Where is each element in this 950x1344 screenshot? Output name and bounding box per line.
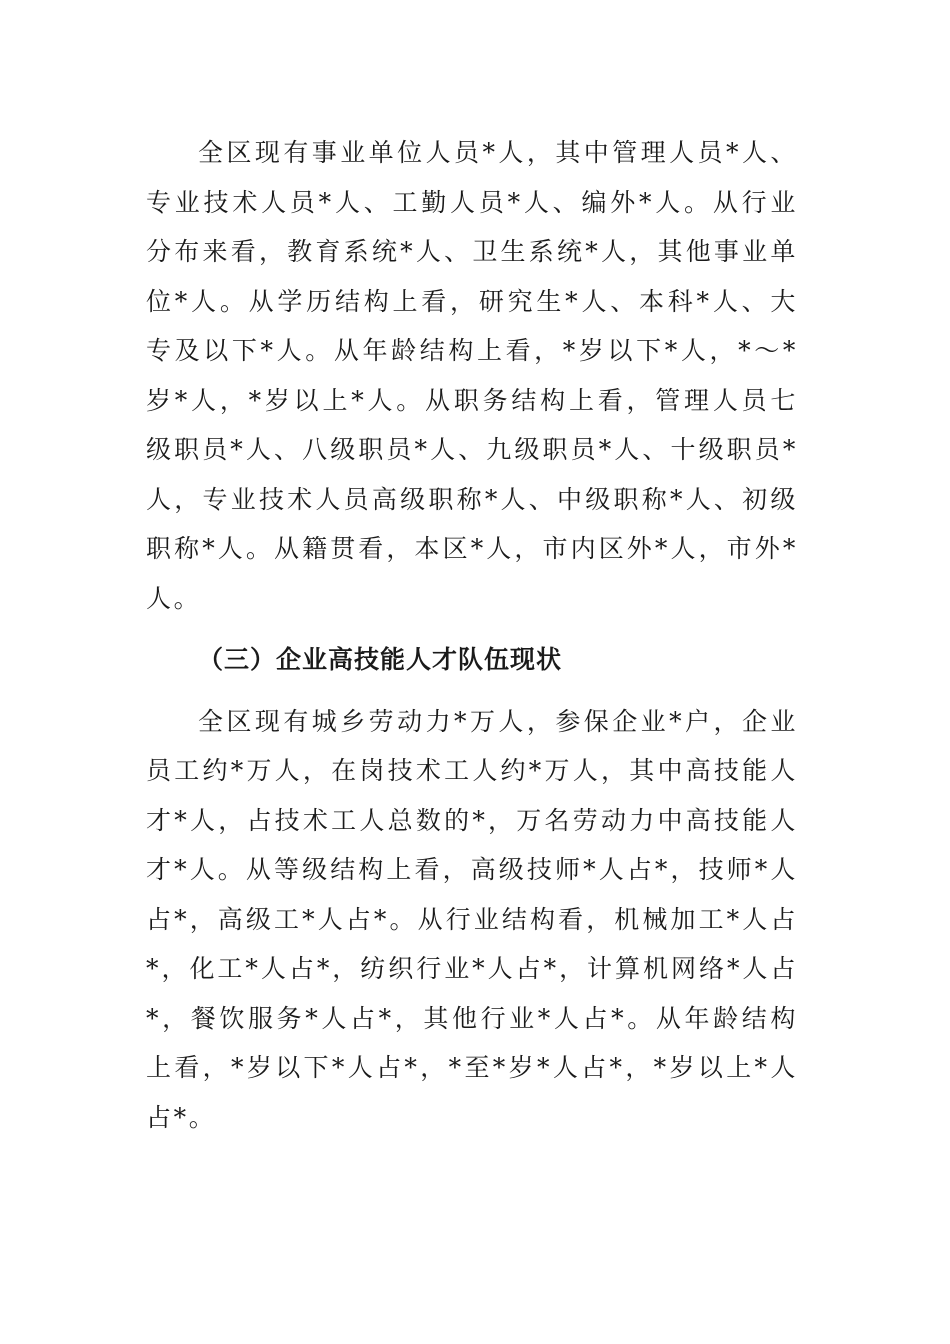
paragraph-high-skill-talent: 全区现有城乡劳动力*万人，参保企业*户，企业员工约*万人，在岗技术工人约*万人，其中高技能人才*人，占技术工人总数的*，万名劳动力中高技能人才*人。从等级结构上看，高级技师*人占*，技师*人占*，高级工*人占*。从行业结构看，机械加工*人占*，化工*人占*，纺织行业*人占*，计算机网络*人占*，餐饮服务*人占*，其他行业*人占*。从年龄结构上看，*岁以下*人占*，*至*岁*人占*，*岁以上*人占*。 xyxy=(146,706,798,1132)
document-body xyxy=(146,128,798,1142)
section-heading: （三）企业高技能人才队伍现状 xyxy=(198,645,563,674)
paragraph-public-institution-staff: 全区现有事业单位人员*人，其中管理人员*人、专业技术人员*人、工勤人员*人、编外*人。从行业分布来看，教育系统*人、卫生系统*人，其他事业单位*人。从学历结构上看，研究生*人、本科*人、大专及以下*人。从年龄结构上看，*岁以下*人，*～*岁*人，*岁以上*人。从职务结构上看，管理人员七级职员*人、八级职员*人、九级职员*人、十级职员*人，专业技术人员高级职称*人、中级职称*人、初级职称*人。从籍贯看，本区*人，市内区外*人，市外*人。 xyxy=(146,138,798,613)
